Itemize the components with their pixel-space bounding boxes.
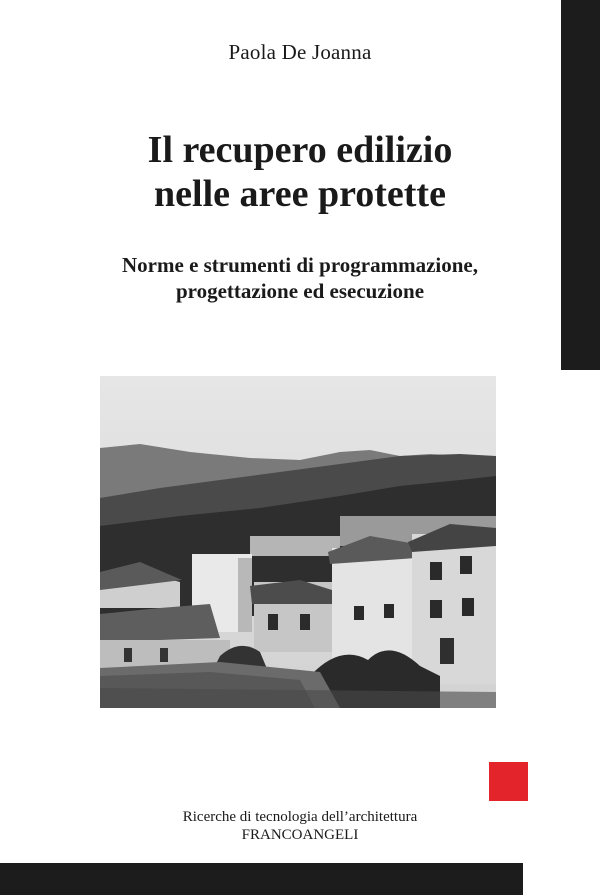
author-name: Paola De Joanna — [228, 40, 372, 64]
series-and-publisher — [0, 808, 600, 844]
subtitle-line-2: progettazione ed esecuzione — [175, 279, 425, 303]
publisher-red-square-mark — [489, 762, 528, 801]
subtitle-line-1: Norme e strumenti di programmazione, — [122, 253, 478, 277]
cover-photo-hill-village — [100, 376, 496, 708]
title-line-1: Il recupero edilizio — [147, 129, 453, 171]
book-subtitle — [0, 252, 600, 304]
title-line-2: nelle aree protette — [154, 173, 446, 215]
decorative-bottom-bar — [0, 863, 523, 895]
book-title — [0, 128, 600, 216]
series-name: Ricerche di tecnologia dell’architettura — [182, 809, 418, 825]
publisher-name: FRANCOANGELI — [241, 827, 359, 843]
